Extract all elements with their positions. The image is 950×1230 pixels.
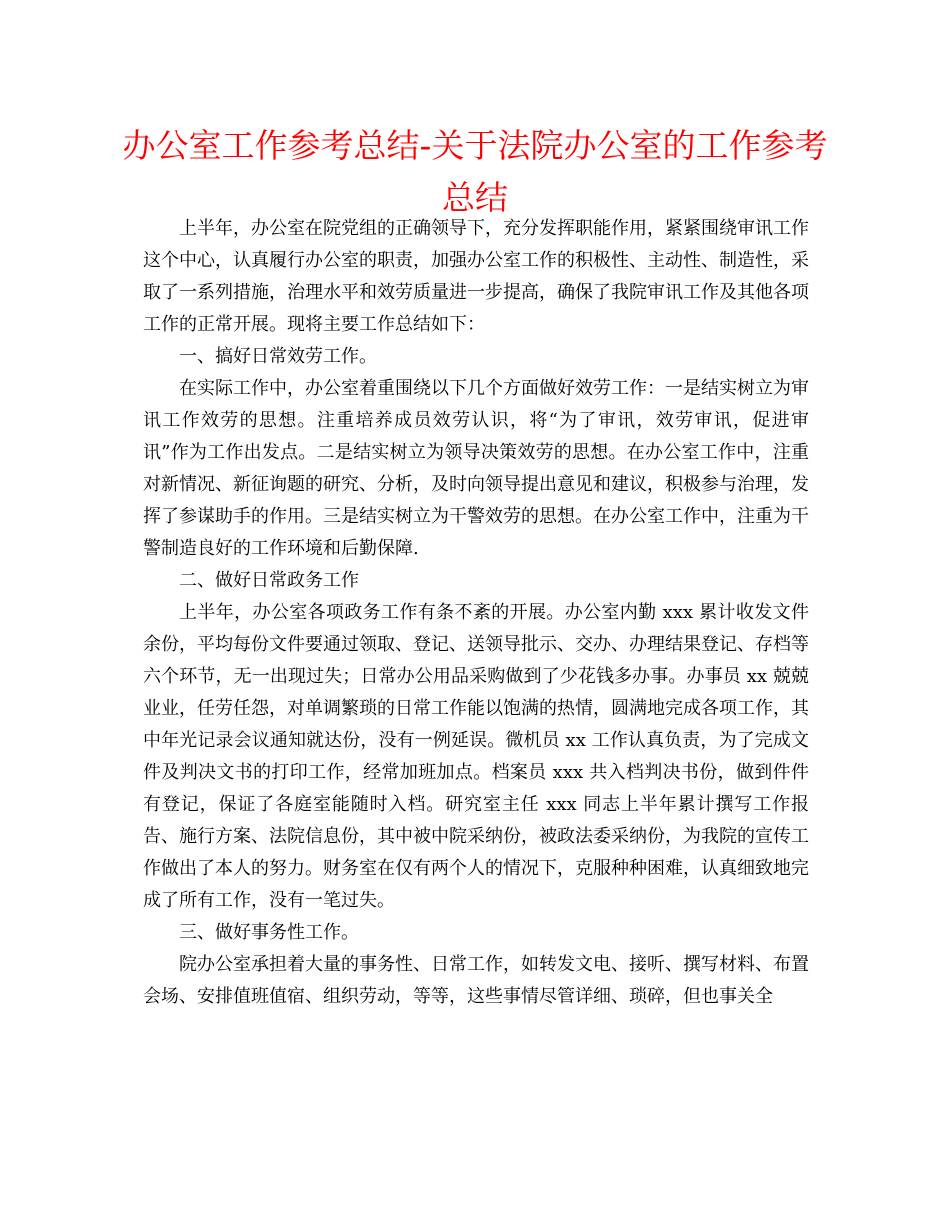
paragraph-government-affairs: 上半年，办公室各项政务工作有条不紊的开展。办公室内勤 xxx 累计收发文件余份，平均每份文件要通过领取、登记、送领导批示、交办、办理结果登记、存档等六个环节，无一出现过失；日常办公用品采购做到了少花钱多办事。办事员 xx 兢兢业业，任劳任怨，对单调繁琐的日常工作能以饱满的热情，圆满地完成各项工作，其中年光记录会议通知就达份，没有一例延误。微机员 xx 工作认真负责，为了完成文件及判决文书的打印工作，经常加班加点。档案员 xxx 共入档判决书份，做到件件有登记，保证了各庭室能随时入档。研究室主任 xxx 同志上半年累计撰写工作报告、施行方案、法院信息份，其中被中院采纳份，被政法委采纳份，为我院的宣传工作做出了本人的努力。财务室在仅有两个人的情况下，克服种种困难，认真细致地完成了所有工作，没有一笔过失。 (143, 602, 809, 911)
paragraph-intro: 上半年，办公室在院党组的正确领导下，充分发挥职能作用，紧紧围绕审讯工作这个中心，认真履行办公室的职责，加强办公室工作的积极性、主动性、制造性，采取了一系列措施，治理水平和效劳质量进一步提高，确保了我院审讯工作及其他各项工作的正常开展。现将主要工作总结如下： (143, 218, 809, 335)
paragraph-service: 在实际工作中，办公室着重围绕以下几个方面做好效劳工作：一是结实树立为审讯工作效劳的思想。注重培养成员效劳认识，将“为了审讯，效劳审讯，促进审讯”作为工作出发点。二是结实树立为领导决策效劳的思想。在办公室工作中，注重对新情况、新征询题的研究、分析，及时向领导提出意见和建议，积极参与治理，发挥了参谋助手的作用。三是结实树立为干警效劳的思想。在办公室工作中，注重为干警制造良好的工作环境和后勤保障. (143, 378, 809, 559)
document-body (143, 213, 809, 1013)
paragraph-routine-work: 院办公室承担着大量的事务性、日常工作，如转发文电、接听、撰写材料、布置会场、安排值班值宿、组织劳动，等等，这些事情尽管详细、琐碎，但也事关全 (143, 954, 809, 1007)
document-title: 办公室工作参考总结-关于法院办公室的工作参考总结 (122, 126, 828, 217)
section-heading-1: 一、搞好日常效劳工作。 (179, 346, 377, 367)
section-heading-2: 二、做好日常政务工作 (179, 570, 359, 591)
section-heading-3: 三、做好事务性工作。 (179, 922, 359, 943)
